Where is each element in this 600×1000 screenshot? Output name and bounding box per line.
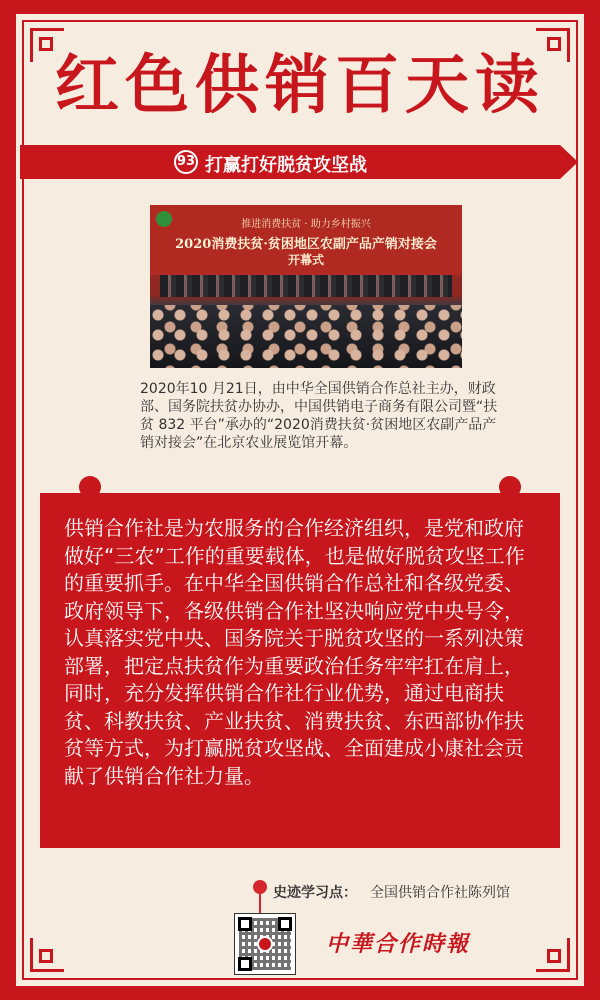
event-photo [150,205,462,368]
qr-finder-bottom-left [238,957,252,971]
audience-crowd [150,305,462,368]
corner-ornament-bottom-left [30,938,64,972]
panel-dot-left [79,476,101,498]
body-text: 供销合作社是为农服务的合作经济组织，是党和政府做好“三农”工作的重要载体，也是做好脱贫攻坚工作的重要抓手。在中华全国供销合作总社和各级党委、政府领导下，各级供销合作社坚决响应党中央号令，认真落实党中央、国务院关于脱贫攻坚的一系列决策部署，把定点扶贫作为重要政治任务牢牢扛在肩上，同时，充分发挥供销合作社行业优势，通过电商扶贫、科教扶贫、产业扶贫、消费扶贫、东西部协作扶贫等方式，为打赢脱贫攻坚战、全面建成小康社会贡献了供销合作社力量。 [64,516,525,788]
study-point-label: 史迹学习点： [273,885,357,901]
banner-ceremony: 开幕式 [287,253,324,267]
photo-stage-banner [150,205,462,275]
study-point-value: 全国供销合作社陈列馆 [370,885,510,901]
newspaper-masthead: 中華合作時報 [326,931,471,957]
episode-number-badge: 93 [174,150,198,174]
episode-title: 打赢打好脱贫攻坚战 [205,155,367,176]
banner-event-name: 2020消费扶贫·贫困地区农副产品产销对接会 [175,237,437,252]
qr-center-logo [257,936,273,952]
corner-ornament-bottom-right [536,938,570,972]
qr-code-icon [234,913,296,975]
qr-finder-top-right [278,917,292,931]
location-pin-icon [253,880,267,894]
banner-slogan: 推进消费扶贫 · 助力乡村振兴 [241,219,371,230]
page-title: 红色供销百天读 [55,49,545,123]
panel-dot-right [499,476,521,498]
qr-finder-top-left [238,917,252,931]
photo-caption: 2020年10 月21日，由中华全国供销合作总社主办，财政部、国务院扶贫办协办，中国供销电子商务有限公司暨“扶贫 832 平台”承办的“2020消费扶贫·贫困地区农副产品产销对接会”在北京农业展览馆开幕。 [140,381,498,451]
stage-guests [160,275,452,297]
